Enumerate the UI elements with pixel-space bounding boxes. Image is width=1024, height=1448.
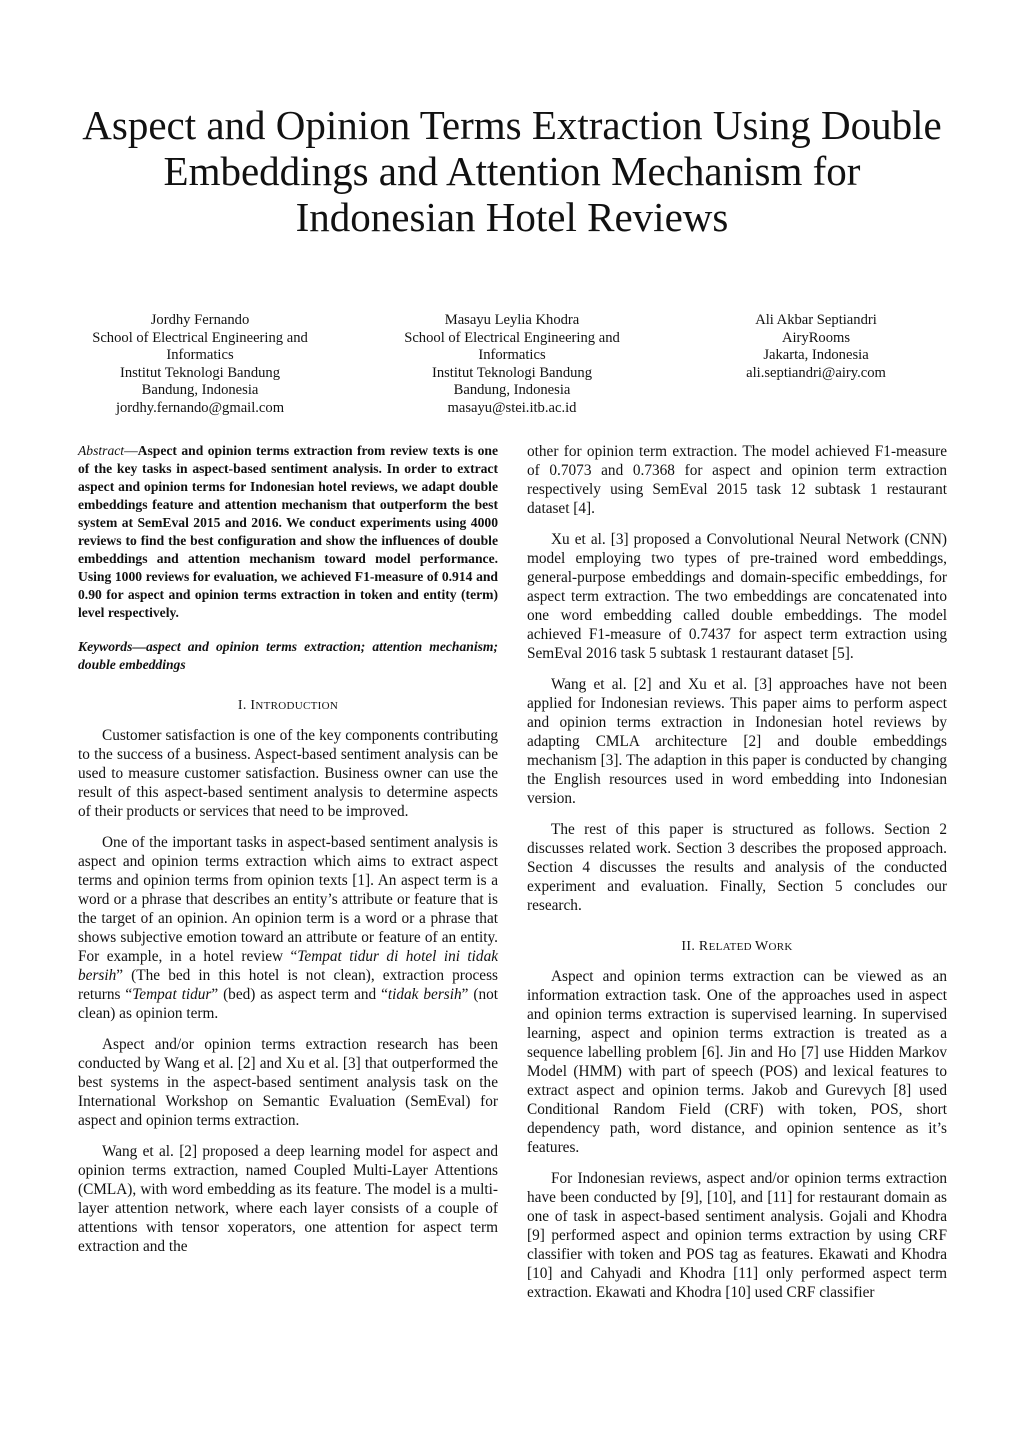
intro-paragraph: other for opinion term extraction. The model achieved F1-measure of 0.7073 and 0.7368 for aspect and opinion term extraction respectively using SemEval 2015 task 12 subtask 1 restaurant dataset [4]. bbox=[527, 443, 947, 517]
abstract bbox=[78, 442, 498, 622]
author-affiliation: Institut Teknologi Bandung bbox=[119, 364, 281, 381]
right-column bbox=[527, 442, 947, 1314]
author-affiliation: Jakarta, Indonesia bbox=[763, 347, 869, 364]
title-line: Indonesian Hotel Reviews bbox=[295, 194, 729, 240]
abstract-dash: — bbox=[124, 443, 138, 458]
author-email: jordhy.fernando@gmail.com bbox=[115, 399, 285, 416]
keywords bbox=[78, 638, 498, 674]
author-affiliation: AiryRooms bbox=[781, 329, 851, 346]
intro-paragraph: Xu et al. [3] proposed a Convolutional Neural Network (CNN) model employing two types of pre-trained word embeddings, general-purpose embeddings and domain-specific embeddings, for aspect term extraction. The two embeddings are concatenated into one word embedding called double embeddings. The model achieved F1-measure of 0.7437 for aspect term extraction using SemEval 2016 task 5 subtask 1 restaurant dataset [5]. bbox=[527, 531, 947, 662]
example-text: Tempat tidur bbox=[132, 986, 212, 1003]
intro-paragraph: Customer satisfaction is one of the key components contributing to the success of a business. Aspect-based sentiment analysis can be used to measure customer satisfaction. Business owner can use the result of this aspect-based sentiment analysis to determine aspects of their products or services that need to be improved. bbox=[78, 727, 498, 820]
author-2 bbox=[362, 312, 662, 418]
left-column bbox=[78, 442, 498, 1268]
author-affiliation: Bandung, Indonesia bbox=[141, 382, 259, 399]
related-paragraph: Aspect and opinion terms extraction can be viewed as an information extraction task. One of the approaches used in aspect and opinion terms extraction is supervised learning. In supervised learning, aspect and opinion terms extraction is treated as a sequence labelling problem [6]. Jin and Ho [7] use Hidden Markov Model (HMM) with part of speech (POS) and lexical features to extract aspect and opinion terms. Jakob and Gurevych [8] used Conditional Random Field (CRF) with token, POS, short dependency path, word distance, and opinion sentence as it’s features. bbox=[527, 968, 947, 1156]
keywords-label: Keywords— bbox=[78, 639, 146, 654]
paper-title bbox=[60, 102, 964, 240]
author-email: ali.septiandri@airy.com bbox=[746, 364, 886, 381]
author-affiliation: Informatics bbox=[478, 347, 546, 364]
author-affiliation: School of Electrical Engineering and bbox=[404, 329, 620, 346]
author-name: Ali Akbar Septiandri bbox=[755, 312, 877, 328]
author-name: Masayu Leylia Khodra bbox=[444, 312, 580, 328]
author-name: Jordhy Fernando bbox=[150, 312, 250, 328]
example-text: Tempat tidur di hotel ini tidak bersih bbox=[78, 948, 499, 984]
author-affiliation: School of Electrical Engineering and bbox=[92, 329, 308, 346]
title-line: Aspect and Opinion Terms Extraction Using Double bbox=[82, 102, 942, 148]
author-affiliation: Institut Teknologi Bandung bbox=[431, 364, 593, 381]
author-affiliation: Informatics bbox=[166, 347, 234, 364]
keywords-text: aspect and opinion terms extraction; attention mechanism; double embeddings bbox=[78, 639, 498, 672]
intro-paragraph: Aspect and/or opinion terms extraction research has been conducted by Wang et al. [2] and Xu et al. [3] that outperformed the best systems in the aspect-based sentiment analysis task on the International Workshop on Semantic Evaluation (SemEval) for aspect and opinion terms extraction. bbox=[78, 1036, 498, 1129]
title-line: Embeddings and Attention Mechanism for bbox=[163, 148, 861, 194]
section-heading-related-work: II. RELATED WORK bbox=[681, 939, 793, 954]
intro-paragraph: Wang et al. [2] and Xu et al. [3] approaches have not been applied for Indonesian reviews. This paper aims to perform aspect and opinion terms extraction in Indonesian hotel reviews by adapting CMLA architecture [2] and double embeddings mechanism [3]. The adaption in this paper is conducted by changing the English resources used in word embedding into Indonesian version. bbox=[527, 676, 947, 807]
author-email: masayu@stei.itb.ac.id bbox=[447, 399, 577, 416]
intro-paragraph: Wang et al. [2] proposed a deep learning model for aspect and opinion terms extraction, named Coupled Multi-Layer Attentions (CMLA), with word embedding as its feature. The model is a multi-layer attention network, where each layer consists of a couple of attentions with tensor xoperators, one attention for aspect term extraction and the bbox=[78, 1143, 498, 1255]
author-affiliation: Bandung, Indonesia bbox=[453, 382, 571, 399]
author-3 bbox=[666, 312, 966, 382]
intro-paragraph: One of the important tasks in aspect-based sentiment analysis is aspect and opinion terms extraction which aims to extract aspect terms and opinion terms from opinion texts [1]. An aspect term is a word or a phrase that describes an entity’s attribute or feature that is the target of an opinion. An opinion term is a word or a phrase that shows subjective emotion toward an attribute or feature of an entity. For example, in a hotel review “Tempat tidur di hotel ini tidak bersih” (The bed in this hotel is not clean), extraction process returns “Tempat tidur” (bed) as aspect term and “tidak bersih” (not clean) as opinion term. bbox=[78, 834, 499, 1022]
author-1 bbox=[50, 312, 350, 418]
intro-paragraph: The rest of this paper is structured as follows. Section 2 discusses related work. Section 3 describes the proposed approach. Section 4 discusses the results and analysis of the conducted experiment and evaluation. Finally, Section 5 concludes our research. bbox=[527, 821, 947, 914]
abstract-label: Abstract bbox=[78, 443, 125, 458]
section-heading-introduction: I. INTRODUCTION bbox=[237, 698, 339, 713]
related-paragraph: For Indonesian reviews, aspect and/or opinion terms extraction have been conducted by [9], [10], and [11] for restaurant domain as one of task in aspect-based sentiment analysis. Gojali and Khodra [9] performed aspect and opinion terms extraction by using CRF classifier with token and POS tag as features. Ekawati and Khodra [10] and Cahyadi and Khodra [11] only performed aspect term extraction. Ekawati and Khodra [10] used CRF classifier bbox=[527, 1170, 947, 1301]
example-text: tidak bersih bbox=[387, 986, 462, 1003]
abstract-text: Aspect and opinion terms extraction from review texts is one of the key tasks in aspect-based sentiment analysis. In order to extract aspect and opinion terms for Indonesian hotel reviews, we adapt double embeddings feature and attention mechanism that outperform the best system at SemEval 2015 and 2016. We conduct experiments using 4000 reviews to find the best configuration and show the influences of double embeddings and attention mechanism toward model performance. Using 1000 reviews for evaluation, we achieved F1-measure of 0.914 and 0.90 for aspect and opinion terms extraction in token and entity (term) level respectively. bbox=[78, 443, 498, 620]
